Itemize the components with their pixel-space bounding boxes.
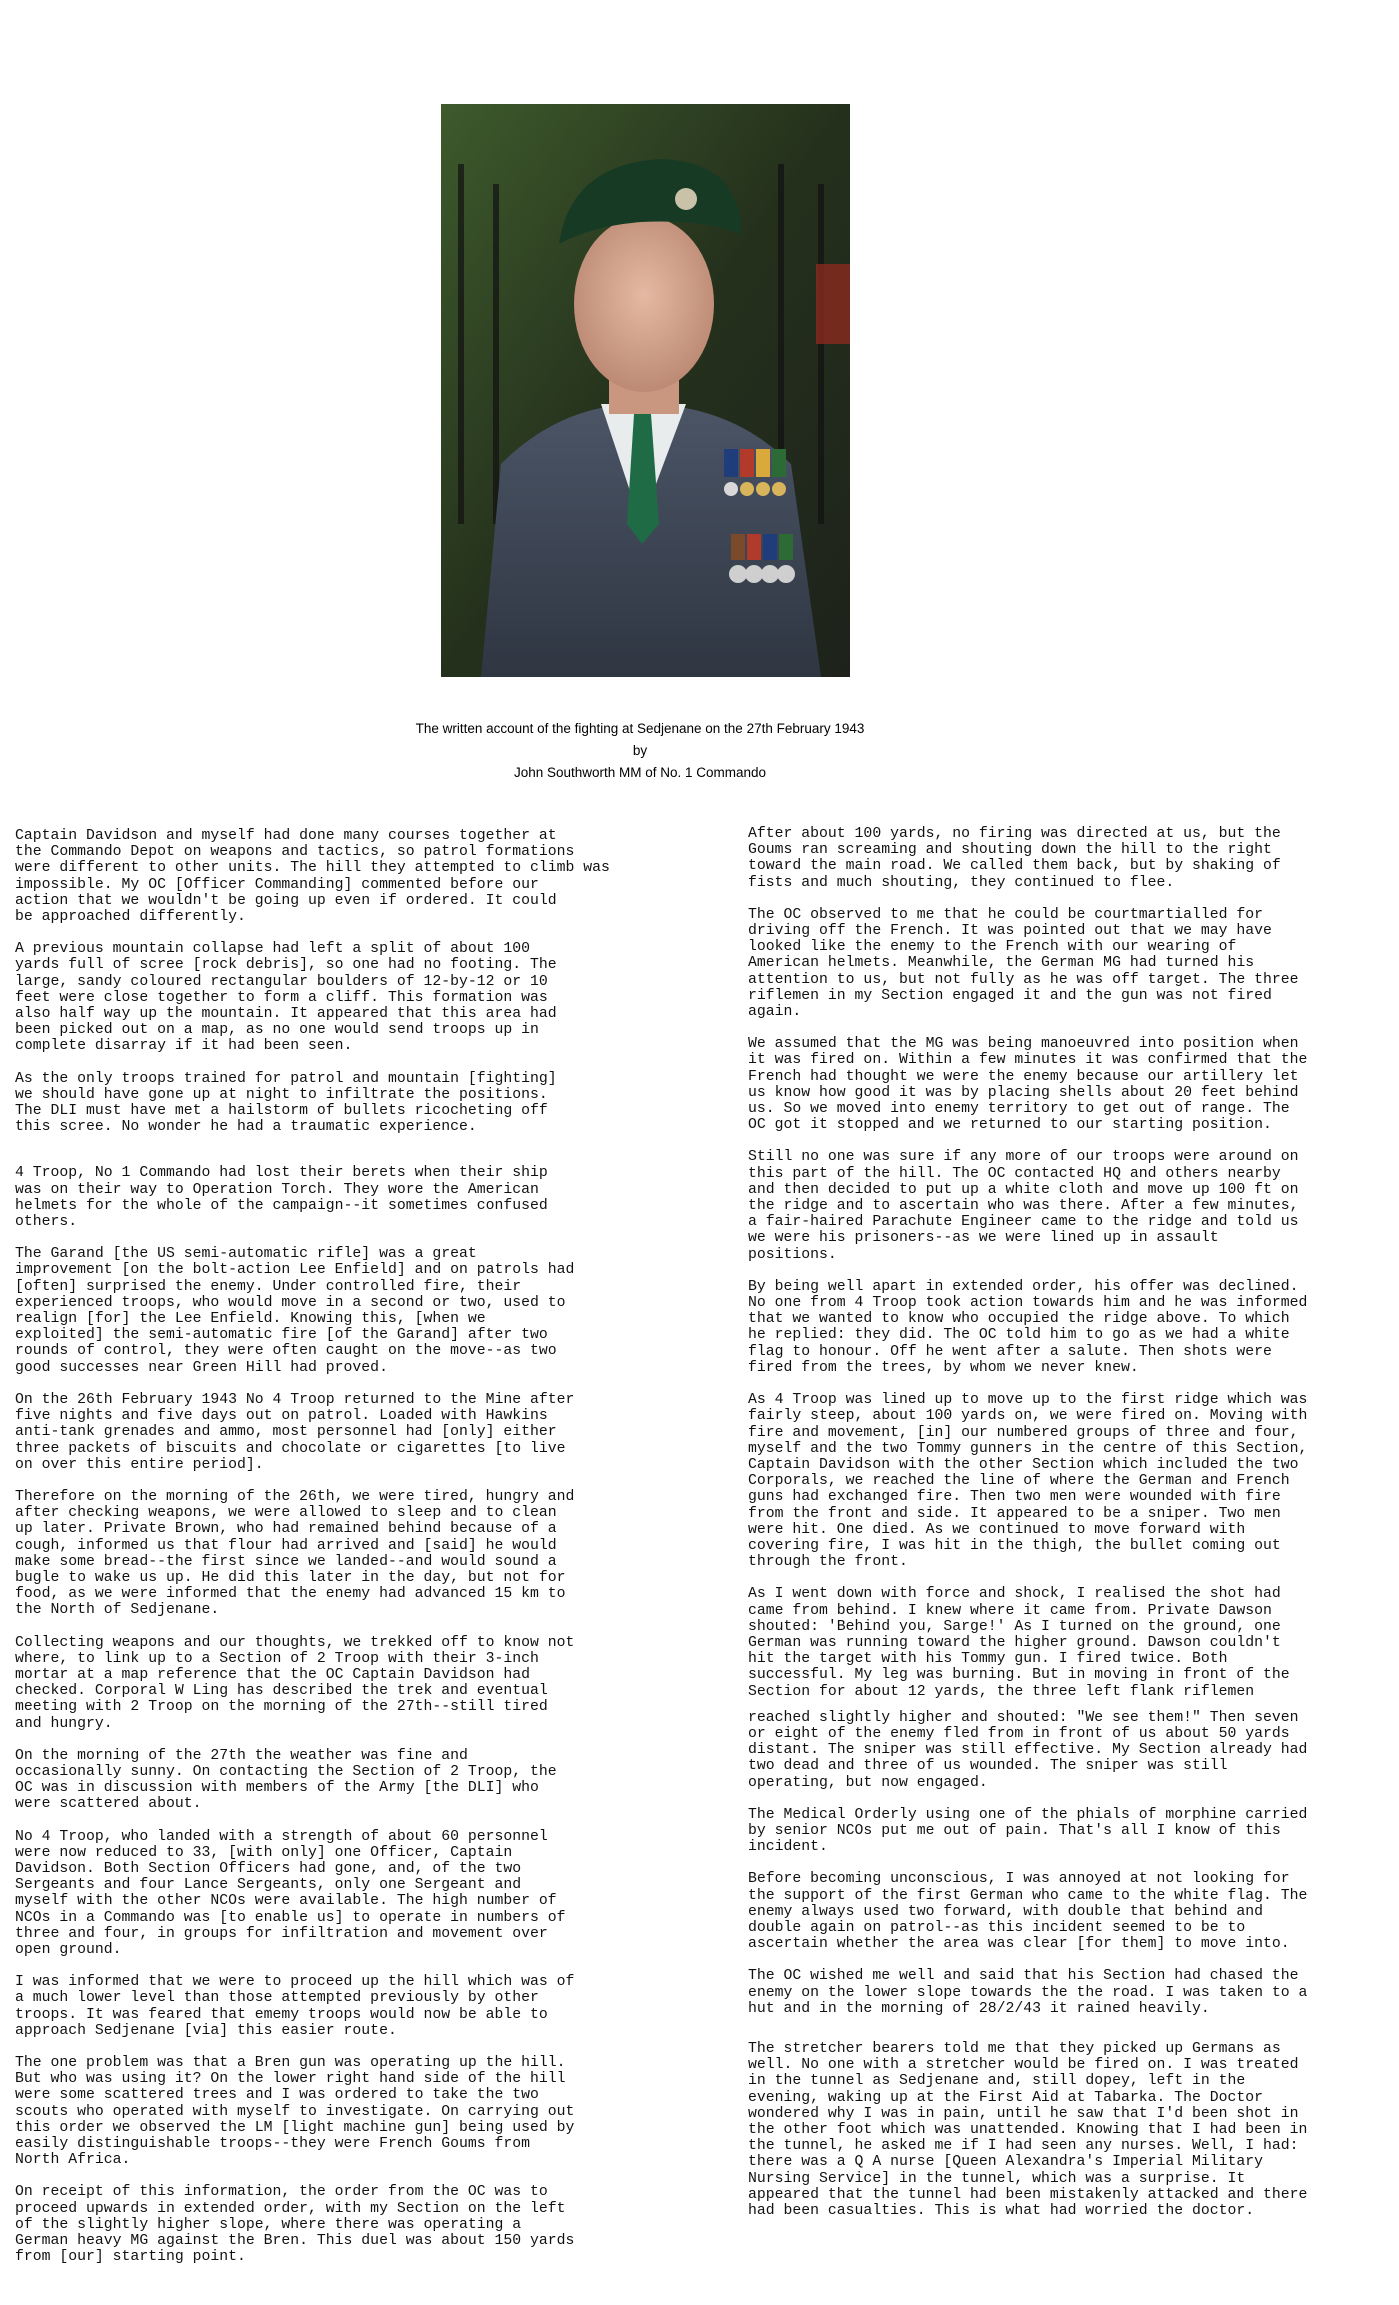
paragraph: As the only troops trained for patrol and mountain [fighting] we should have gone up at night to infiltrate the positions. The DLI must have met a hailstorm of bullets ricocheting off this scree. No wonder he had a traumatic experience. [15,1070,557,1136]
paragraph: Captain Davidson and myself had done many courses together at the Commando Depot on weapons and tactics, so patrol formations were different to other units. The hill they attempted to climb was impossible. My OC [Officer Commanding] commented before our action that we wouldn't be going up even if ordered. It could be approached differently. [15,828,610,926]
paragraph: A previous mountain collapse had left a split of about 100 yards full of scree [rock debris], so one had no footing. The large, sandy coloured rectangular boulders of 12-by-12 or 10 feet were close together to form a cliff. This formation was also half way up the mountain. It appeared that this area had been picked out on a map, as no one would send troops up in complete disarray if it had been seen. [15,941,557,1055]
paragraph: As I went down with force and shock, I realised the shot had came from behind. I knew where it came from. Private Dawson shouted: 'Behind you, Sarge!' As I turned on the ground, one German was running toward the higher ground. Dawson couldn't hit the target with his Tommy gun. I fired twice. Both successful. My leg was burning. But in moving in front of the Section for about 12 yards, the three left flank riflemen [748,1586,1290,1700]
paragraph: The stretcher bearers told me that they picked up Germans as well. No one with a stretcher would be fired on. I was treated in the tunnel as Sedjenane and, still dopey, left in the evening, waking up at the First Aid at Tabarka. The Doctor wondered why I was in pain, until he saw that I'd been shot in the other foot which was unattended. Knowing that I had been in the tunnel, he asked me if I had seen any nurses. Well, I had: there was a Q A nurse [Queen Alexandra's Imperial Military Nursing Service] in the tunnel, which was a surprise. It appeared that the tunnel had been mistakenly attacked and there had been casualties. This is what had worried the doctor. [748,2041,1308,2220]
portrait-photo [441,104,850,677]
paragraph: By being well apart in extended order, his offer was declined. No one from 4 Troop took action towards him and he was informed that we wanted to know who occupied the ridge above. To which he replied: they did. The OC told him to go as we had a white flag to honour. Off he went after a salute. Then shots were fired from the trees, by whom we never knew. [748,1278,1308,1376]
paragraph: We assumed that the MG was being manoeuvred into position when it was fired on. Within a few minutes it was confirmed that the French had thought we were the enemy because our artillery let us know how good it was by placing shells about 20 feet behind us. So we moved into enemy territory to get out of range. The OC got it stopped and we returned to our starting position. [748,1036,1308,1134]
paragraph: Therefore on the morning of the 26th, we were tired, hungry and after checking weapons, we were allowed to sleep and to clean up later. Private Brown, who had remained behind because of a cough, informed us that flour had arrived and [said] he would make some bread--the first since we landed--and would sound a bugle to wake us up. He did this later in the day, but not for food, as we were informed that the enemy had advanced 15 km to the North of Sedjenane. [15,1488,575,1619]
portrait-illustration [441,104,850,677]
paragraph: Collecting weapons and our thoughts, we trekked off to know not where, to link up to a Section of 2 Troop with their 3-inch mortar at a map reference that the OC Captain Davidson had checked. Corporal W Ling has described the trek and eventual meeting with 2 Troop on the morning of the 27th--still tired and hungry. [15,1634,575,1732]
paragraph: On the 26th February 1943 No 4 Troop returned to the Mine after five nights and five days out on patrol. Loaded with Hawkins anti-tank grenades and ammo, most personnel had [only] either three packets of biscuits and chocolate or cigarettes [to live on over this entire period]. [15,1391,575,1473]
paragraph: Before becoming unconscious, I was annoyed at not looking for the support of the first German who came to the white flag. The enemy always used two forward, with double that behind and double again on patrol--as this incident seemed to be to ascertain whether the area was clear [for them] to move into. [748,1871,1308,1953]
paragraph: On the morning of the 27th the weather was fine and occasionally sunny. On contacting the Section of 2 Troop, the OC was in discussion with members of the Army [the DLI] who were scattered about. [15,1747,557,1813]
paragraph: The OC wished me well and said that his Section had chased the enemy on the lower slope towards the the road. I was taken to a hut and in the morning of 28/2/43 it rained heavily. [748,1968,1308,2017]
heading-by: by [632,743,648,758]
document-heading [0,718,1280,784]
right-column [748,826,1383,2235]
paragraph: The OC observed to me that he could be courtmartialled for driving off the French. It was pointed out that we may have looked like the enemy to the French with our wearing of American helmets. Meanwhile, the German MG had turned his attention to us, but not fully as he was off target. The three riflemen in my Section engaged it and the gun was not fired again. [748,906,1299,1021]
heading-title: The written account of the fighting at Sedjenane on the 27th February 1943 [415,721,865,736]
heading-author: John Southworth MM of No. 1 Commando [513,765,767,780]
left-column [15,828,650,2281]
paragraph: The one problem was that a Bren gun was operating up the hill. But who was using it? On the lower right hand side of the hill were some scattered trees and I was ordered to take the two scouts who operated with myself to investigate. On carrying out this order we observed the LM [light machine gun] being used by easily distinguishable troops--they were French Goums from North Africa. [15,2055,575,2169]
paragraph: reached slightly higher and shouted: "We see them!" Then seven or eight of the enemy fled from in front of us about 50 yards distant. The sniper was still effective. My Section already had two dead and three of us wounded. The sniper was still operating, but now engaged. [748,1709,1308,1791]
paragraph: The Garand [the US semi-automatic rifle] was a great improvement [on the bolt-action Lee Enfield] and on patrols had [often] surprised the enemy. Under controlled fire, their experienced troops, who would move in a second or two, used to realign [for] the Lee Enfield. Knowing this, [when we exploited] the semi-automatic fire [of the Garand] after two rounds of control, they were often caught on the move--as two good successes near Green Hill had proved. [15,1246,575,1376]
paragraph: Still no one was sure if any more of our troops were around on this part of the hill. The OC contacted HQ and others nearby and then decided to put up a white cloth and move up 100 ft on the ridge and to ascertain who was there. After a few minutes, a fair-haired Parachute Engineer came to the ridge and told us we were his prisoners--as we were lined up in assault positions. [748,1149,1299,1263]
paragraph: On receipt of this information, the order from the OC was to proceed upwards in extended order, with my Section on the left of the slightly higher slope, where there was operating a German heavy MG against the Bren. This duel was about 150 yards from [our] starting point. [15,2184,575,2266]
paragraph: As 4 Troop was lined up to move up to the first ridge which was fairly steep, about 100 yards on, we were fired on. Moving with fire and movement, [in] our numbered groups of three and four, myself and the two Tommy gunners in the centre of this Section, Captain Davidson with the other Section which included the two Corporals, we reached the line of where the German and French guns had exchanged fire. Then two men were wounded with fire from the front and side. It appeared to be a sniper. Two men were hit. One died. As we continued to move forward with covering fire, I was hit in the thigh, the bullet coming out through the front. [748,1392,1308,1571]
paragraph: I was informed that we were to proceed up the hill which was of a much lower level than those attempted previously by other troops. It was feared that ememy troops would now be able to approach Sedjenane [via] this easier route. [15,1974,575,2039]
paragraph: The Medical Orderly using one of the phials of morphine carried by senior NCOs put me out of pain. That's all I know of this incident. [748,1806,1308,1856]
paragraph: 4 Troop, No 1 Commando had lost their berets when their ship was on their way to Operation Torch. They wore the American helmets for the whole of the campaign--it sometimes confused others. [15,1165,548,1231]
paragraph: No 4 Troop, who landed with a strength of about 60 personnel were now reduced to 33, [with only] one Officer, Captain Davidson. Both Section Officers had gone, and, of the two Sergeants and four Lance Sergeants, only one Sergeant and myself with the other NCOs were available. The high number of NCOs in a Commando was [to enable us] to operate in numbers of three and four, in groups for infiltration and movement over open ground. [15,1828,566,1958]
paragraph: After about 100 yards, no firing was directed at us, but the Goums ran screaming and shouting down the hill to the right toward the main road. We called them back, but by shaking of fists and much shouting, they continued to flee. [748,826,1281,891]
